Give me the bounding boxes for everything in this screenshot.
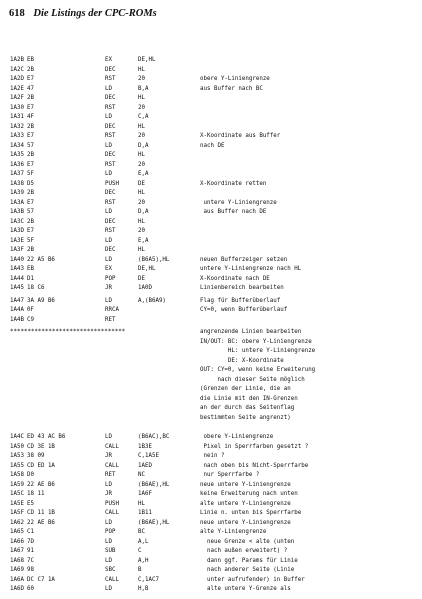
listing-mnemonic: JR	[105, 491, 112, 497]
listing-operand: HL	[138, 500, 145, 507]
listing-address: 1A58	[10, 472, 24, 478]
listing-hex-bytes: 2B	[27, 218, 34, 225]
listing-hex-bytes: E7	[27, 76, 34, 82]
listing-address: 1A30	[10, 104, 24, 111]
listing-row	[10, 462, 410, 472]
listing-mnemonic: JR	[105, 453, 112, 459]
listing-address: 1A38	[10, 180, 24, 187]
listing-hex-bytes: 57	[27, 209, 34, 215]
listing-hex-bytes: 3A A9 B6	[27, 297, 55, 304]
listing-block	[10, 297, 410, 326]
listing-row	[10, 189, 410, 199]
listing-address: 1A59	[10, 481, 24, 488]
listing-operand: 1A6F	[138, 491, 152, 497]
listing-row	[10, 490, 410, 500]
listing-address: 1A50	[10, 443, 24, 450]
listing-operand: HL	[138, 190, 145, 196]
listing-comment: aus Buffer nach BC	[200, 85, 263, 92]
listing-hex-bytes: 22 A5 B6	[27, 256, 55, 263]
listing-row	[10, 94, 410, 104]
listing-mnemonic: LD	[105, 114, 112, 120]
listing-row	[10, 75, 410, 85]
listing-hex-bytes: 2B	[27, 66, 34, 73]
listing-mnemonic: PUSH	[105, 500, 119, 507]
listing-comment: keine Erweiterung nach unten	[200, 491, 298, 497]
listing-row	[10, 576, 410, 586]
listing-mnemonic: RRCA	[105, 307, 119, 313]
listing-hex-bytes: E7	[27, 228, 34, 234]
listing-address: 1A53	[10, 453, 24, 459]
listing-mnemonic: LD	[105, 481, 112, 488]
listing-hex-bytes: 2B	[27, 247, 34, 253]
listing-address: 1A4A	[10, 307, 24, 313]
listing-row	[10, 481, 410, 491]
listing-hex-bytes: E7	[27, 133, 34, 139]
listing-row	[10, 297, 410, 307]
listing-mnemonic: RST	[105, 199, 116, 206]
listing-address: 1A35	[10, 152, 24, 158]
listing-mnemonic: PUSH	[105, 180, 119, 187]
listing-address: 1A31	[10, 114, 24, 120]
listing-mnemonic: DEC	[105, 218, 116, 225]
listing-hex-bytes: ED 43 AC B6	[27, 434, 66, 440]
listing-hex-bytes: EB	[27, 266, 34, 272]
listing-mnemonic: DEC	[105, 152, 116, 158]
listing-mnemonic: LD	[105, 256, 112, 263]
listing-comment: dann ggf. Params für Linie	[200, 557, 298, 564]
listing-hex-bytes: EB	[27, 57, 34, 63]
listing-hex-bytes: 2B	[27, 152, 34, 158]
listing-address: 1A3F	[10, 247, 24, 253]
listing-comment: obere Y-Liniengrenze	[200, 434, 274, 440]
listing-row	[10, 366, 410, 376]
listing-row	[10, 404, 410, 414]
listing-address: 1A6D	[10, 586, 24, 592]
listing-comment: untere Y-Liniengrenze nach HL	[200, 266, 302, 272]
listing-row	[10, 566, 410, 576]
listing-operand: E,A	[138, 171, 149, 177]
listing-mnemonic: DEC	[105, 190, 116, 196]
listing-address: 1A37	[10, 171, 24, 177]
listing-comment: (Grenzen der Linie, die an	[200, 386, 291, 392]
listing-row	[10, 85, 410, 95]
listing-mnemonic: SUB	[105, 548, 116, 554]
listing-comment: an der durch das Seitenflag	[200, 405, 295, 411]
listing-comment: neue untere Y-Liniengrenze	[200, 481, 291, 488]
listing-mnemonic: RST	[105, 104, 116, 111]
listing-comment: alte untere Y-Grenze als	[200, 586, 291, 592]
listing-mnemonic: CALL	[105, 510, 119, 516]
listing-operand: DE,HL	[138, 57, 156, 63]
listing-address: 1A39	[10, 190, 24, 196]
listing-operand: 20	[138, 104, 145, 111]
listing-address: 1A33	[10, 133, 24, 139]
listing-hex-bytes: 57	[27, 142, 34, 149]
listing-row	[10, 237, 410, 247]
listing-mnemonic: LD	[105, 297, 112, 304]
listing-hex-bytes: 2B	[27, 123, 34, 130]
listing-hex-bytes: E7	[27, 161, 34, 168]
listing-hex-bytes: D1	[27, 275, 34, 282]
listing-address: 1A6A	[10, 576, 24, 583]
listing-hex-bytes: 0F	[27, 307, 34, 313]
listing-address: 1A2F	[10, 95, 24, 101]
listing-operand: (B6A5),HL	[138, 256, 170, 263]
listing-comment: Linie n. unten bis Sperrfarbe	[200, 510, 302, 516]
listing-row	[10, 347, 410, 357]
listing-row	[10, 509, 410, 519]
listing-mnemonic: EX	[105, 266, 112, 272]
listing-row	[10, 180, 410, 190]
listing-row	[10, 246, 410, 256]
listing-operand: B,A	[138, 85, 149, 92]
listing-address: 1A62	[10, 519, 24, 526]
listing-hex-bytes: 22 AE B6	[27, 481, 55, 488]
listing-address: 1A3D	[10, 228, 24, 234]
listing-mnemonic: RET	[105, 316, 116, 323]
listing-address: 1A3A	[10, 199, 24, 206]
listing-row	[10, 414, 410, 424]
listing-mnemonic: POP	[105, 275, 116, 282]
listing-block	[10, 433, 410, 595]
listing-operand: A,L	[138, 538, 149, 545]
page-number: 618	[9, 8, 25, 19]
listing-hex-bytes: D5	[27, 180, 34, 187]
listing-operand: DE,HL	[138, 266, 156, 272]
assembly-listing	[10, 56, 410, 595]
listing-operand: BC	[138, 529, 145, 535]
listing-row	[10, 265, 410, 275]
listing-mnemonic: LD	[105, 237, 112, 244]
listing-mnemonic: RST	[105, 228, 116, 234]
listing-operand: HL	[138, 218, 145, 225]
listing-comment: untere Y-Liniengrenze	[200, 199, 277, 206]
listing-row	[10, 66, 410, 76]
listing-comment: Pixel in Sperrfarben gesetzt ?	[200, 443, 309, 450]
listing-hex-bytes: 5F	[27, 171, 34, 177]
listing-comment: unter aufrufender) in Buffer	[200, 576, 305, 583]
listing-hex-bytes: D0	[27, 472, 34, 478]
listing-mnemonic: DEC	[105, 123, 116, 130]
listing-comment: X-Koordinate aus Buffer	[200, 133, 281, 139]
listing-mnemonic: CALL	[105, 462, 119, 469]
listing-address: 1A65	[10, 529, 24, 535]
listing-address: 1A36	[10, 161, 24, 168]
listing-row	[10, 275, 410, 285]
listing-hex-bytes: 91	[27, 548, 34, 554]
listing-hex-bytes: C9	[27, 316, 34, 323]
listing-comment: OUT: CY=0, wenn keine Erweiterung	[200, 367, 316, 373]
listing-operand: (B6AE),HL	[138, 481, 170, 488]
listing-operand: 1AED	[138, 462, 152, 469]
listing-operand: 1A0D	[138, 285, 152, 291]
listing-mnemonic: RST	[105, 133, 116, 139]
listing-hex-bytes: 5F	[27, 237, 34, 244]
listing-address: 1A66	[10, 538, 24, 545]
listing-row	[10, 306, 410, 316]
listing-row	[10, 227, 410, 237]
listing-hex-bytes: C1	[27, 529, 34, 535]
listing-hex-bytes: DC C7 1A	[27, 576, 55, 583]
listing-hex-bytes: 22 AE B6	[27, 519, 55, 526]
listing-address: 1A3E	[10, 237, 24, 244]
listing-row	[10, 218, 410, 228]
listing-row	[10, 395, 410, 405]
listing-hex-bytes: CD 3E 1B	[27, 443, 55, 450]
listing-operand: NC	[138, 472, 145, 478]
listing-address: 1A5F	[10, 510, 24, 516]
listing-hex-bytes: 18 C6	[27, 285, 45, 291]
listing-row	[10, 208, 410, 218]
listing-row	[10, 151, 410, 161]
listing-comment: neuen Bufferzeiger setzen	[200, 256, 288, 263]
listing-operand: D,A	[138, 209, 149, 215]
listing-operand: (B6AC),BC	[138, 434, 170, 440]
listing-hex-bytes: 2B	[27, 190, 34, 196]
listing-comment: nein ?	[200, 453, 225, 459]
listing-operand: (B6AE),HL	[138, 519, 170, 526]
listing-comment: nach anderer Seite (Linie	[200, 567, 295, 573]
listing-operand: C,A	[138, 114, 149, 120]
page-header	[9, 8, 157, 19]
listing-operand: HL	[138, 95, 145, 101]
listing-row	[10, 328, 410, 338]
listing-row	[10, 56, 410, 66]
listing-operand: 1B3E	[138, 443, 152, 450]
listing-operand: HL	[138, 152, 145, 158]
listing-address: 1A3B	[10, 209, 24, 215]
listing-comment: nach außen erweitert) ?	[200, 548, 288, 554]
listing-address: 1A32	[10, 123, 24, 130]
listing-comment: nach DE	[200, 142, 225, 149]
listing-block	[10, 56, 410, 294]
listing-operand: HL	[138, 66, 145, 73]
listing-hex-bytes: 98	[27, 567, 34, 573]
listing-mnemonic: RST	[105, 76, 116, 82]
listing-mnemonic: LD	[105, 209, 112, 215]
listing-address: 1A2B	[10, 57, 24, 63]
listing-hex-bytes: CD 11 1B	[27, 510, 55, 516]
listing-row	[10, 452, 410, 462]
listing-mnemonic: LD	[105, 142, 112, 149]
listing-operand: C,1A5E	[138, 453, 159, 459]
listing-operand: A,(B6A9)	[138, 297, 166, 304]
listing-row	[10, 585, 410, 595]
listing-row	[10, 557, 410, 567]
listing-address: 1A2D	[10, 76, 24, 82]
listing-address: 1A45	[10, 285, 24, 291]
listing-mnemonic: LD	[105, 586, 112, 592]
listing-address: 1A69	[10, 567, 24, 573]
listing-comment: X-Koordinate nach DE	[200, 275, 270, 282]
listing-mnemonic: POP	[105, 529, 116, 535]
listing-address: *********************************	[10, 329, 126, 335]
listing-address: 1A2E	[10, 85, 24, 92]
listing-address: 1A5E	[10, 500, 24, 507]
listing-row	[10, 104, 410, 114]
listing-mnemonic: LD	[105, 519, 112, 526]
listing-hex-bytes: E5	[27, 500, 34, 507]
listing-address: 1A2C	[10, 66, 24, 73]
listing-operand: DE	[138, 180, 145, 187]
listing-mnemonic: RST	[105, 161, 116, 168]
listing-mnemonic: LD	[105, 557, 112, 564]
listing-address: 1A67	[10, 548, 24, 554]
listing-address: 1A55	[10, 462, 24, 469]
listing-comment: neue Grenze < alte (unten	[200, 538, 295, 545]
listing-row	[10, 199, 410, 209]
listing-row	[10, 528, 410, 538]
listing-row	[10, 500, 410, 510]
listing-operand: C	[138, 548, 142, 554]
listing-row	[10, 284, 410, 294]
listing-row	[10, 132, 410, 142]
listing-mnemonic: SBC	[105, 567, 116, 573]
listing-hex-bytes: 4F	[27, 114, 34, 120]
listing-row	[10, 256, 410, 266]
listing-operand: B	[138, 567, 142, 573]
listing-mnemonic: LD	[105, 85, 112, 92]
listing-operand: HL	[138, 123, 145, 130]
listing-operand: H,B	[138, 586, 149, 592]
listing-comment: IN/OUT: BC: obere Y-Liniengrenze	[200, 338, 312, 345]
listing-row	[10, 538, 410, 548]
listing-operand: HL	[138, 247, 145, 253]
listing-comment: nach dieser Seite möglich	[200, 376, 305, 383]
listing-mnemonic: RET	[105, 472, 116, 478]
listing-address: 1A47	[10, 297, 24, 304]
listing-comment: X-Koordinate retten	[200, 180, 267, 187]
listing-row	[10, 170, 410, 180]
listing-mnemonic: LD	[105, 538, 112, 545]
listing-hex-bytes: 60	[27, 586, 34, 592]
listing-comment: CY=0, wenn Bufferüberlauf	[200, 307, 288, 313]
listing-hex-bytes: 7C	[27, 557, 34, 564]
listing-hex-bytes: 7D	[27, 538, 34, 545]
listing-row	[10, 123, 410, 133]
listing-mnemonic: CALL	[105, 576, 119, 583]
listing-row	[10, 316, 410, 326]
listing-operand: 1B11	[138, 510, 152, 516]
listing-comment: alte untere Y-Liniengrenze	[200, 500, 291, 507]
listing-address: 1A68	[10, 557, 24, 564]
listing-address: 1A44	[10, 275, 24, 282]
listing-hex-bytes: 2B	[27, 95, 34, 101]
listing-hex-bytes: CD ED 1A	[27, 462, 55, 469]
listing-block	[10, 328, 410, 423]
listing-operand: 20	[138, 228, 145, 234]
listing-address: 1A34	[10, 142, 24, 149]
listing-address: 1A4B	[10, 316, 24, 323]
listing-comment: aus Buffer nach DE	[200, 209, 267, 215]
listing-row	[10, 385, 410, 395]
listing-row	[10, 433, 410, 443]
listing-mnemonic: LD	[105, 434, 112, 440]
listing-comment: nach oben bis Nicht-Sperrfarbe	[200, 462, 309, 469]
listing-comment: DE: X-Koordinate	[200, 357, 284, 364]
listing-operand: 20	[138, 161, 145, 168]
listing-mnemonic: EX	[105, 57, 112, 63]
listing-comment: Flag für Bufferüberlauf	[200, 297, 281, 304]
listing-hex-bytes: 47	[27, 85, 34, 92]
listing-mnemonic: LD	[105, 171, 112, 177]
page-title: Die Listings der CPC-ROMs	[33, 8, 157, 19]
listing-operand: D,A	[138, 142, 149, 149]
listing-address: 1A5C	[10, 491, 24, 497]
listing-address: 1A3C	[10, 218, 24, 225]
listing-comment: obere Y-Liniengrenze	[200, 76, 270, 82]
listing-operand: E,A	[138, 237, 149, 244]
listing-row	[10, 113, 410, 123]
listing-comment: HL: untere Y-Liniengrenze	[200, 348, 316, 354]
listing-mnemonic: DEC	[105, 95, 116, 101]
listing-row	[10, 519, 410, 529]
listing-comment: bestimmten Seite angrenzt)	[200, 414, 291, 421]
listing-mnemonic: CALL	[105, 443, 119, 450]
listing-row	[10, 357, 410, 367]
listing-operand: C,1AC7	[138, 576, 159, 583]
listing-address: 1A4C	[10, 434, 24, 440]
listing-comment: angrenzende Linien bearbeiten	[200, 329, 302, 335]
listing-mnemonic: DEC	[105, 66, 116, 73]
listing-comment: Linienbereich bearbeiten	[200, 285, 284, 291]
listing-row	[10, 443, 410, 453]
listing-hex-bytes: E7	[27, 199, 34, 206]
listing-hex-bytes: 38 09	[27, 453, 45, 459]
listing-operand: 20	[138, 199, 145, 206]
listing-operand: 20	[138, 76, 145, 82]
listing-comment: nur Sperrfarbe ?	[200, 472, 260, 478]
listing-row	[10, 142, 410, 152]
listing-hex-bytes: 18 11	[27, 491, 45, 497]
listing-row	[10, 161, 410, 171]
listing-hex-bytes: E7	[27, 104, 34, 111]
listing-address: 1A40	[10, 256, 24, 263]
listing-row	[10, 376, 410, 386]
listing-row	[10, 338, 410, 348]
listing-row	[10, 547, 410, 557]
listing-operand: A,H	[138, 557, 149, 564]
listing-comment: neue untere Y-Liniengrenze	[200, 519, 291, 526]
listing-row	[10, 471, 410, 481]
listing-comment: die Linie mit den IN-Grenzen	[200, 395, 298, 402]
listing-operand: DE	[138, 275, 145, 282]
listing-comment: alte Y-Liniengrenze	[200, 529, 267, 535]
listing-mnemonic: DEC	[105, 247, 116, 253]
listing-mnemonic: JR	[105, 285, 112, 291]
listing-address: 1A43	[10, 266, 24, 272]
listing-operand: 20	[138, 133, 145, 139]
